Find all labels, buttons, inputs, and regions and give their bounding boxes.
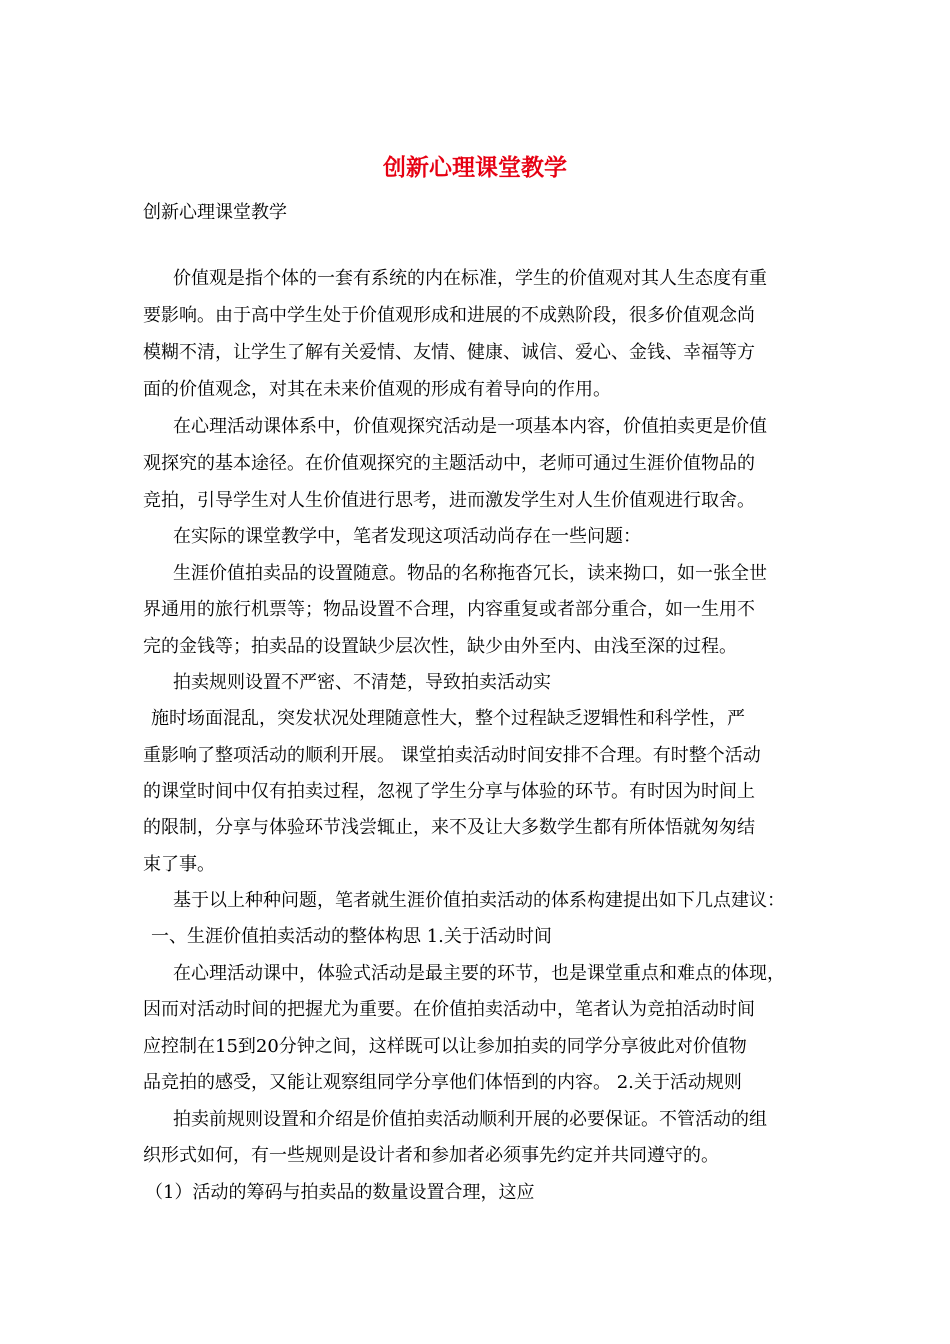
document-title: 创新心理课堂教学 [383,154,567,181]
section-heading: 一、生涯价值拍卖活动的整体构思 1.关于活动时间 [151,926,552,947]
paragraph-line: 完的金钱等；拍卖品的设置缺少层次性，缺少由外至内、由浅至深的过程。 [143,636,737,657]
paragraph-line: 模糊不清，让学生了解有关爱情、友情、健康、诚信、爱心、金钱、幸福等方 [143,342,755,363]
paragraph-line: 在实际的课堂教学中，笔者发现这项活动尚存在一些问题： [173,526,641,547]
paragraph-line: 束了事。 [143,854,215,875]
paragraph-line: 的限制，分享与体验环节浅尝辄止，来不及让大多数学生都有所体悟就匆匆结 [143,817,755,838]
paragraph-line: （1）活动的筹码与拍卖品的数量设置合理，这应 [145,1182,535,1203]
paragraph-line: 织形式如何，有一些规则是设计者和参加者必须事先约定并共同遵守的。 [143,1145,719,1166]
paragraph-line: 因而对活动时间的把握尤为重要。在价值拍卖活动中，笔者认为竞拍活动时间 [143,999,755,1020]
paragraph-line: 重影响了整项活动的顺利开展。 课堂拍卖活动时间安排不合理。有时整个活动 [143,745,761,766]
paragraph-line: 生涯价值拍卖品的设置随意。物品的名称拖沓冗长，读来拗口，如一张全世 [173,563,767,584]
paragraph-line: 在心理活动课中，体验式活动是最主要的环节，也是课堂重点和难点的体现， [173,963,785,984]
paragraph-line: 基于以上种种问题，笔者就生涯价值拍卖活动的体系构建提出如下几点建议： [173,890,785,911]
paragraph-line: 品竞拍的感受，又能让观察组同学分享他们体悟到的内容。 2.关于活动规则 [143,1072,742,1093]
paragraph-line: 要影响。由于高中学生处于价值观形成和进展的不成熟阶段，很多价值观念尚 [143,305,755,326]
paragraph-line: 价值观是指个体的一套有系统的内在标准，学生的价值观对其人生态度有重 [173,268,767,289]
paragraph-line: 拍卖前规则设置和介绍是价值拍卖活动顺利开展的必要保证。不管活动的组 [173,1109,767,1130]
paragraph-line: 竞拍，引导学生对人生价值进行思考，进而激发学生对人生价值观进行取舍。 [143,490,755,511]
paragraph-line: 应控制在15到20分钟之间，这样既可以让参加拍卖的同学分享彼此对价值物 [143,1036,747,1057]
paragraph-line: 在心理活动课体系中，价值观探究活动是一项基本内容，价值拍卖更是价值 [173,416,767,437]
paragraph-line: 观探究的基本途径。在价值观探究的主题活动中，老师可通过生涯价值物品的 [143,453,755,474]
paragraph-line: 界通用的旅行机票等；物品设置不合理，内容重复或者部分重合，如一生用不 [143,599,755,620]
paragraph-line: 施时场面混乱，突发状况处理随意性大，整个过程缺乏逻辑性和科学性，严 [151,708,745,729]
document-subtitle: 创新心理课堂教学 [143,202,287,223]
paragraph-line: 面的价值观念，对其在未来价值观的形成有着导向的作用。 [143,379,611,400]
paragraph-line: 拍卖规则设置不严密、不清楚，导致拍卖活动实 [173,672,551,693]
paragraph-line: 的课堂时间中仅有拍卖过程，忽视了学生分享与体验的环节。有时因为时间上 [143,781,755,802]
